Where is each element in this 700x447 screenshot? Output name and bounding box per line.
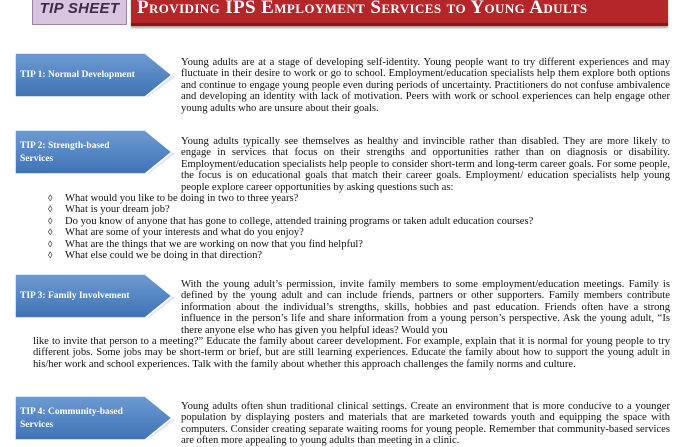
page-title: Providing IPS Employment Services to Young Adults	[137, 0, 588, 18]
tip-3-label: TIP 3: Family Involvement	[20, 291, 130, 301]
diamond-bullet-icon: ◊	[48, 227, 53, 238]
diamond-bullet-icon: ◊	[48, 238, 53, 249]
diamond-bullet-icon: ◊	[48, 250, 53, 261]
tip-sheet-tab	[32, 0, 127, 25]
diamond-bullet-icon: ◊	[48, 215, 53, 226]
tip-3-arrow	[15, 274, 178, 322]
list-item: ◊ What is your dream job?	[48, 204, 170, 216]
list-item: ◊ What else could we be doing in that direction?	[48, 250, 263, 262]
tip-2-text: Young adults typically see themselves as healthy and invincible rather than disabled. They are more likely to engage in services that focus on their strengths and opportunities rather than on diagnosis or disability. Employment/education specialists help people to consider short-term and long-term career goals. For some people, the focus is on educational goals that match their career goals. Employment/ education specialists help young people explore career opportunities by asking questions such as:	[181, 136, 670, 193]
tip-2-label: TIP 2: Strength-based Services	[20, 141, 110, 164]
tip-sheet-label: TIP SHEET	[39, 0, 120, 17]
diamond-bullet-icon: ◊	[48, 193, 53, 203]
tip-1-arrow	[15, 53, 178, 101]
diamond-bullet-icon: ◊	[48, 204, 53, 215]
list-item: ◊ Do you know of anyone that has gone to college, attended training programs or taken adult education courses?	[48, 215, 534, 227]
list-item: ◊ What would you like to be doing in two to three years?	[48, 193, 299, 204]
title-banner	[131, 0, 668, 26]
tip-1-label: TIP 1: Normal Development	[20, 70, 135, 80]
tip-3-text-indented: With the young adult’s permission, invite family members to some employment/education meetings. Family is defined by the young adult and can include friends, partners or other supporters. Family members contribute information about the individual’s strengths, skills, hobbies and past education. Friends often have a strong influence in the person’s life and share information from a young person’s perspective. Ask the young adult, “Is there anyone else who has given you helpful ideas? Would you	[181, 279, 670, 336]
tip-4-label: TIP 4: Community-based Services	[20, 407, 123, 430]
list-item: ◊ What are the things that we are working on now that you find helpful?	[48, 238, 364, 250]
tip-4-arrow	[15, 396, 178, 444]
list-item: ◊ What are some of your interests and what do you enjoy?	[48, 227, 304, 239]
tip-3-text-full: like to invite that person to a meeting?” Educate the family about career development. For example, explain that it is normal for young people to try different jobs. Some jobs may be short-term or brief, but are still learning experiences. Educate the family about how to support the young adult in his/her work and school experiences. Talk with the family about whether this approach challenges the family norms and culture.	[33, 336, 670, 370]
tip-1-text: Young adults are at a stage of developing self-identity. Young people want to try different experiences and may fluctuate in their desire to work or go to school. Employment/education specialists help them explore both options and continue to engage young people even during periods of uncertainty. Practitioners do not confuse ambivalence and developing an identity with lack of motivation. Peers with work or school experiences can help engage other young adults who are unsure about their goals.	[181, 57, 670, 114]
question-list	[48, 193, 533, 261]
tip-2-arrow	[15, 130, 178, 178]
tip-4-text: Young adults often shun traditional clinical settings. Create an environment that is more conducive to a younger population by displaying posters and materials that are marketed towards youth and equipping the space with computers. Consider creating separate waiting rooms for young people. Remember that community-based services are often more appealing to young adults than meeting in a clinic.	[181, 401, 670, 447]
